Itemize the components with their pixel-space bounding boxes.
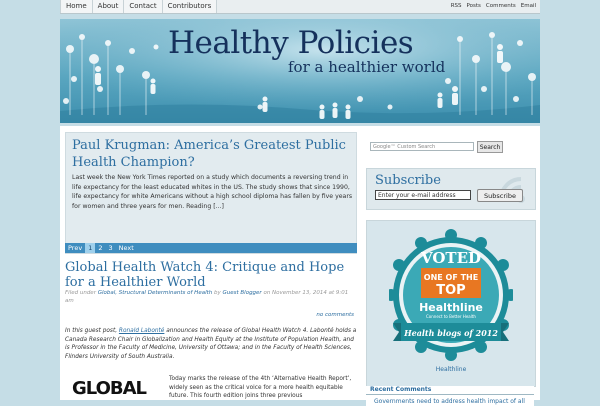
recent-comment-link[interactable]: Governments need to address health impact of all xyxy=(374,398,525,405)
post-category-link[interactable]: Global, Structural Determinants of Health xyxy=(97,290,213,296)
search-button[interactable]: Search xyxy=(477,141,503,153)
feed-links xyxy=(451,0,536,13)
slider-page-1[interactable]: 1 xyxy=(85,243,95,253)
post-author-link[interactable]: Guest Blogger xyxy=(222,290,262,296)
search-input[interactable]: Google™ Custom Search xyxy=(370,142,474,151)
email-input[interactable]: Enter your e-mail address xyxy=(375,190,471,200)
main-menu xyxy=(60,0,217,13)
post-date: on November 13, 2014 at 9:01 am xyxy=(65,290,349,304)
intro-text: announces the release of Global Health Watch 4. Labonté holds a Canada Research Chair in Globalization and Health Equity at the Institute of Population Health, and is Professor in the Faculty of Medicine, University of Ottawa; and in the Faculty of Health Sciences, Flinders University of South Australia. xyxy=(65,328,357,360)
featured-post-title[interactable]: Paul Krugman: America’s Greatest Public Health Champion? xyxy=(72,138,346,170)
book-cover-image: GLOBAL xyxy=(72,378,147,399)
subscribe-button[interactable]: Subscribe xyxy=(477,189,523,202)
featured-post-excerpt: Last week the New York Times reported on a study which documents a reversing trend in life expectancy for the least educated whites in the US. The study shows that since 1990, life expectancy for white Americans without a high school diploma has fallen by five years for women and three years for men. Reading [...] xyxy=(72,174,353,210)
meta-by-label: by xyxy=(214,290,221,296)
nav-contact[interactable]: Contact xyxy=(124,0,162,13)
subscribe-title: Subscribe xyxy=(375,173,441,188)
badge-brand-sub: Connect to Better Health xyxy=(426,314,476,319)
nav-about[interactable]: About xyxy=(93,0,125,13)
badge-brand: Healthline xyxy=(419,301,483,314)
recent-comments-divider xyxy=(366,394,534,395)
site-header xyxy=(60,19,540,123)
comments-link[interactable]: no comments xyxy=(316,312,354,318)
award-caption-link[interactable]: Healthline xyxy=(435,366,467,373)
posts-link[interactable]: Posts xyxy=(466,3,481,9)
post-intro xyxy=(65,327,357,361)
recent-comments-widget xyxy=(366,386,534,406)
content-area xyxy=(60,126,540,405)
badge-voted-text: VOTED xyxy=(420,249,482,267)
award-widget xyxy=(366,220,536,387)
post-body: Today marks the release of the 4th ‘Alternative Health Report’, widely seen as the critical voice for a more health equitable future. This fourth edition joins three previous xyxy=(169,376,352,400)
slider-page-2[interactable]: 2 xyxy=(98,244,103,252)
site-title[interactable]: Healthy Policies xyxy=(168,25,414,61)
slider-page-3[interactable]: 3 xyxy=(108,244,113,252)
nav-home[interactable]: Home xyxy=(60,0,93,13)
comments-link[interactable]: Comments xyxy=(485,3,516,9)
post-title[interactable]: Global Health Watch 4: Critique and Hope for a Healthier World xyxy=(65,260,345,290)
recent-comments-title: Recent Comments xyxy=(370,386,432,393)
rss-link[interactable]: RSS xyxy=(450,3,462,9)
badge-line1: ONE OF THE xyxy=(423,273,479,282)
meta-filed-label: Filed under xyxy=(65,290,96,296)
slider-next-button[interactable]: Next xyxy=(118,244,134,252)
intro-prefix: In this guest post, xyxy=(65,328,118,334)
site-tagline: for a healthier world xyxy=(288,58,446,76)
post-meta xyxy=(65,289,355,305)
slider-pagination xyxy=(65,243,357,253)
slider-prev-button[interactable]: Prev xyxy=(68,244,83,252)
email-link[interactable]: Email xyxy=(520,3,536,9)
badge-line2: TOP xyxy=(436,283,466,298)
healthline-award-badge[interactable] xyxy=(389,229,513,365)
subscribe-widget xyxy=(366,168,536,210)
top-navigation xyxy=(60,0,540,14)
badge-ribbon-text: Health blogs of 2012 xyxy=(404,328,498,338)
guest-author-link[interactable]: Ronald Labonté xyxy=(118,328,165,334)
nav-contributors[interactable]: Contributors xyxy=(163,0,218,13)
featured-slider xyxy=(65,132,357,254)
